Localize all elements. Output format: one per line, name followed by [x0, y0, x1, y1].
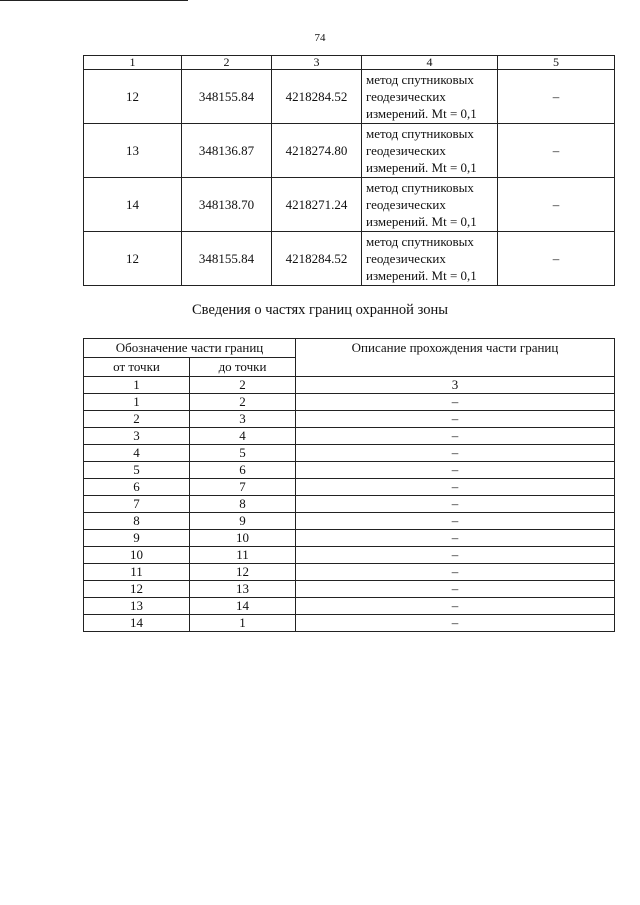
method-line: геодезических: [366, 251, 446, 266]
table-row: [84, 178, 615, 232]
description-cell: –: [296, 479, 615, 496]
to-point-cell: 13: [190, 581, 296, 598]
section-title: Сведения о частях границ охранной зоны: [192, 302, 448, 318]
from-point-cell: 7: [84, 496, 190, 513]
to-point-cell: 9: [190, 513, 296, 530]
table-row: [84, 581, 615, 598]
to-point-cell: 4: [190, 428, 296, 445]
y-coordinate-cell: 4218284.52: [272, 70, 362, 124]
table-row: [84, 232, 615, 286]
method-line: геодезических: [366, 89, 446, 104]
column-number-5: 5: [498, 56, 615, 70]
point-number-cell: 12: [84, 70, 182, 124]
table-row: [84, 445, 615, 462]
description-cell: –: [296, 394, 615, 411]
column-number-3: 3: [272, 56, 362, 70]
column-number-1: 1: [84, 56, 182, 70]
from-point-cell: 5: [84, 462, 190, 479]
column-number-1: 1: [84, 377, 190, 394]
to-point-cell: 6: [190, 462, 296, 479]
parts-numbering-row: [84, 377, 615, 394]
method-cell: [362, 70, 498, 124]
boundary-parts-table: [83, 338, 615, 632]
x-coordinate-cell: 348136.87: [182, 124, 272, 178]
from-point-cell: 1: [84, 394, 190, 411]
description-cell: –: [296, 547, 615, 564]
y-coordinate-cell: 4218284.52: [272, 232, 362, 286]
method-line: измерений. Mt = 0,1: [366, 160, 477, 175]
y-coordinate-cell: 4218271.24: [272, 178, 362, 232]
from-point-cell: 6: [84, 479, 190, 496]
table-row: [84, 124, 615, 178]
from-point-cell: 13: [84, 598, 190, 615]
to-point-cell: 1: [190, 615, 296, 632]
method-line: геодезических: [366, 197, 446, 212]
to-point-cell: 10: [190, 530, 296, 547]
method-line: метод спутниковых: [366, 234, 474, 249]
table-row: [84, 530, 615, 547]
coordinates-header-row: [84, 56, 615, 70]
to-point-cell: 8: [190, 496, 296, 513]
description-cell: –: [296, 445, 615, 462]
to-point-cell: 5: [190, 445, 296, 462]
description-cell: –: [296, 428, 615, 445]
table-row: [84, 496, 615, 513]
description-cell: –: [296, 581, 615, 598]
from-point-cell: 2: [84, 411, 190, 428]
method-cell: [362, 124, 498, 178]
y-coordinate-cell: 4218274.80: [272, 124, 362, 178]
column-number-2: 2: [182, 56, 272, 70]
page-number: 74: [314, 32, 326, 44]
table-row: [84, 547, 615, 564]
description-cell: –: [296, 598, 615, 615]
point-number-cell: 13: [84, 124, 182, 178]
description-cell: –: [296, 530, 615, 547]
description-cell: –: [296, 564, 615, 581]
to-point-header: до точки: [190, 358, 296, 377]
to-point-cell: 2: [190, 394, 296, 411]
description-cell: –: [296, 462, 615, 479]
x-coordinate-cell: 348155.84: [182, 70, 272, 124]
to-point-cell: 7: [190, 479, 296, 496]
table-row: [84, 428, 615, 445]
x-coordinate-cell: 348138.70: [182, 178, 272, 232]
description-cell: –: [296, 496, 615, 513]
description-header: Описание прохождения части границ: [296, 339, 615, 377]
table-row: [84, 513, 615, 530]
method-line: метод спутниковых: [366, 72, 474, 87]
x-coordinate-cell: 348155.84: [182, 232, 272, 286]
column-number-3: 3: [296, 377, 615, 394]
table-row: [84, 564, 615, 581]
table-row: [84, 479, 615, 496]
from-point-cell: 11: [84, 564, 190, 581]
method-line: геодезических: [366, 143, 446, 158]
table-row: [84, 411, 615, 428]
from-point-cell: 4: [84, 445, 190, 462]
method-line: метод спутниковых: [366, 126, 474, 141]
to-point-cell: 14: [190, 598, 296, 615]
from-point-header: от точки: [84, 358, 190, 377]
top-rule: [0, 0, 188, 1]
table-row: [84, 598, 615, 615]
method-line: метод спутниковых: [366, 180, 474, 195]
column-number-4: 4: [362, 56, 498, 70]
note-cell: –: [498, 178, 615, 232]
parts-header-row: [84, 339, 615, 358]
note-cell: –: [498, 124, 615, 178]
point-number-cell: 12: [84, 232, 182, 286]
method-cell: [362, 232, 498, 286]
table-row: [84, 394, 615, 411]
from-point-cell: 12: [84, 581, 190, 598]
method-line: измерений. Mt = 0,1: [366, 268, 477, 283]
from-point-cell: 14: [84, 615, 190, 632]
coordinates-table: [83, 55, 615, 286]
from-point-cell: 8: [84, 513, 190, 530]
to-point-cell: 12: [190, 564, 296, 581]
description-cell: –: [296, 615, 615, 632]
method-cell: [362, 178, 498, 232]
table-row: [84, 462, 615, 479]
table-row: [84, 615, 615, 632]
column-number-2: 2: [190, 377, 296, 394]
from-point-cell: 9: [84, 530, 190, 547]
to-point-cell: 3: [190, 411, 296, 428]
from-point-cell: 10: [84, 547, 190, 564]
description-cell: –: [296, 411, 615, 428]
description-cell: –: [296, 513, 615, 530]
point-designation-header: Обозначение части границ: [84, 339, 296, 358]
point-number-cell: 14: [84, 178, 182, 232]
to-point-cell: 11: [190, 547, 296, 564]
method-line: измерений. Mt = 0,1: [366, 214, 477, 229]
from-point-cell: 3: [84, 428, 190, 445]
note-cell: –: [498, 232, 615, 286]
method-line: измерений. Mt = 0,1: [366, 106, 477, 121]
note-cell: –: [498, 70, 615, 124]
table-row: [84, 70, 615, 124]
